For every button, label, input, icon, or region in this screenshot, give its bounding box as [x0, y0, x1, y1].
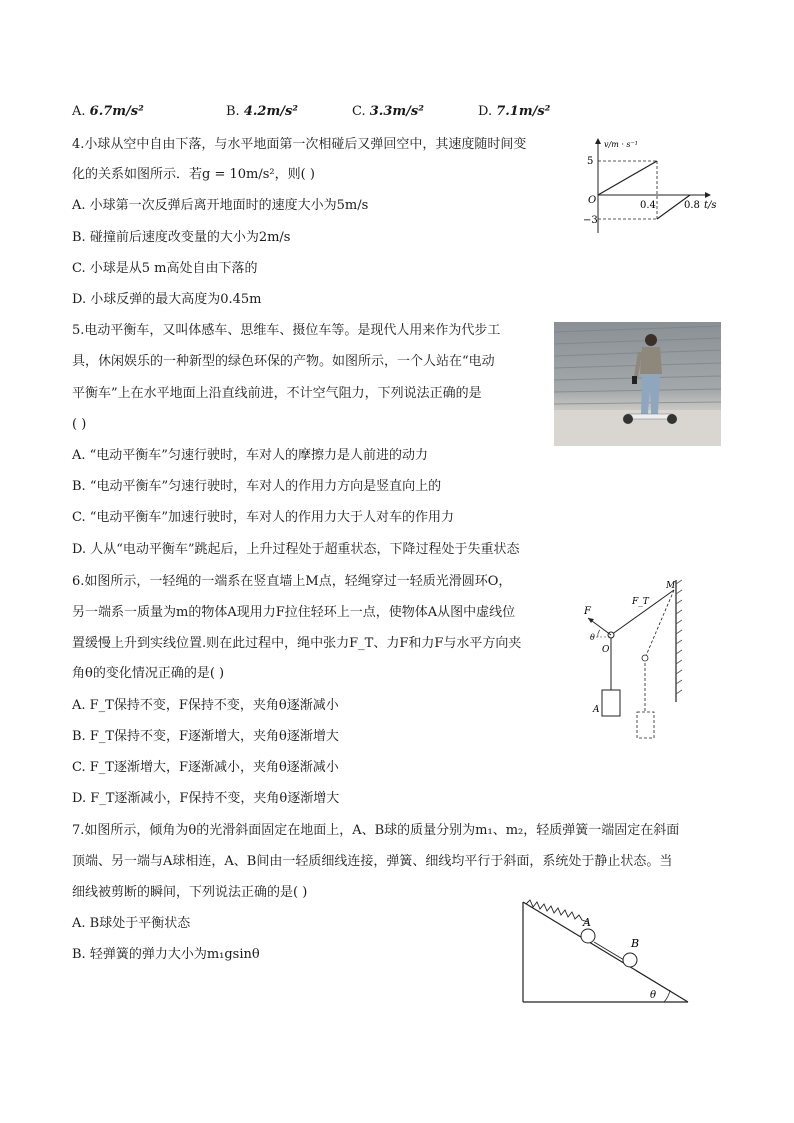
q6-rope-ring-figure [570, 580, 690, 745]
svg-text:A: A [593, 705, 600, 715]
svg-text:M: M [666, 581, 676, 591]
q5-stem-line4: ( ) [72, 417, 87, 432]
q7-stem-line1: 7.如图所示，倾角为θ的光滑斜面固定在地面上，A、B球的质量分别为m₁、m₂，轻质弹簧一端固定在斜面 [72, 823, 680, 838]
q4-stem-line1: 4.小球从空中自由下落，与水平地面第一次相碰后又弹回空中，其速度随时间变 [72, 137, 527, 152]
q5-option-a: A. “电动平衡车”匀速行驶时，车对人的摩擦力是人前进的动力 [72, 448, 428, 463]
svg-text:A: A [583, 916, 591, 929]
q3-option-b: B. 4.2m/s² [226, 104, 298, 119]
q7-stem-line2: 顶端、另一端与A球相连，A、B间由一轻质细线连接，弹簧、细线均平行于斜面，系统处于静止状态。当 [72, 854, 673, 869]
q6-stem-line1: 6.如图所示，一轻绳的一端系在竖直墙上M点，轻绳穿过一轻质光滑圆环O， [72, 574, 512, 589]
q5-option-c: C. “电动平衡车”加速行驶时，车对人的作用力大于人对车的作用力 [72, 510, 455, 525]
q6-option-a: A. F_T保持不变，F保持不变，夹角θ逐渐减小 [72, 698, 339, 713]
q6-option-b: B. F_T保持不变，F逐渐增大，夹角θ逐渐增大 [72, 729, 339, 744]
q4-graph-fall-line [598, 161, 657, 195]
svg-text:θ: θ [650, 990, 657, 1001]
q5-stem-line1: 5.电动平衡车，又叫体感车、思维车、摄位车等。是现代人用来作为代步工 [72, 323, 501, 338]
q4-option-b: B. 碰撞前后速度改变量的大小为2m/s [72, 230, 291, 245]
q4-stem-line2: 化的关系如图所示．若g = 10m/s²，则( ) [72, 167, 315, 182]
q5-stem-line2: 具，休闲娱乐的一种新型的绿色环保的产物。如图所示，一个人站在“电动 [72, 354, 495, 369]
q7-incline-figure [520, 898, 692, 1006]
svg-text:F: F [584, 606, 591, 617]
q6-stem-line4: 角θ的变化情况正确的是( ) [72, 666, 225, 681]
q3-option-d: D. 7.1m/s² [478, 104, 551, 119]
q7-ball-b [623, 953, 637, 967]
q4-graph-origin: O [588, 195, 597, 206]
svg-text:B: B [631, 937, 640, 950]
q7-ball-a [581, 929, 595, 943]
q5-option-d: D. 人从“电动平衡车”跳起后，上升过程处于超重状态，下降过程处于失重状态 [72, 542, 520, 557]
q4-option-a: A. 小球第一次反弹后离开地面时的速度大小为5m/s [72, 198, 369, 213]
q4-graph-x-label: t/s [704, 200, 717, 211]
q4-graph-y-label: v/m · s⁻¹ [604, 140, 638, 149]
q7-stem-line3: 细线被剪断的瞬间，下列说法正确的是( ) [72, 885, 308, 900]
q4-graph-tick-5: 5 [587, 156, 594, 167]
q6-stem-line2: 另一端系一质量为m的物体A现用力F拉住轻环上一点，使物体A从图中虚线位 [72, 605, 516, 620]
q7-option-b: B. 轻弹簧的弹力大小为m₁gsinθ [72, 947, 260, 962]
q3-option-a: A. 6.7m/s² [72, 104, 144, 119]
svg-text:O: O [602, 645, 610, 655]
q4-graph-tick-04: 0.4 [640, 200, 656, 211]
q5-balance-scooter-photo [554, 322, 721, 446]
q4-option-c: C. 小球是从5 m高处自由下落的 [72, 261, 258, 276]
q6-option-d: D. F_T逐渐减小，F保持不变，夹角θ逐渐增大 [72, 791, 340, 806]
q7-option-a: A. B球处于平衡状态 [72, 916, 191, 931]
svg-text:θ: θ [590, 633, 595, 642]
svg-text:F_T: F_T [632, 597, 649, 607]
q5-stem-line3: 平衡车”上在水平地面上沿直线前进，不计空气阻力，下列说法正确的是 [72, 386, 482, 401]
q6-option-c: C. F_T逐渐增大，F逐渐减小，夹角θ逐渐减小 [72, 760, 339, 775]
q4-option-d: D. 小球反弹的最大高度为0.45m [72, 292, 262, 307]
q5-option-b: B. “电动平衡车”匀速行驶时，车对人的作用力方向是竖直向上的 [72, 479, 442, 494]
q4-velocity-time-graph [580, 135, 730, 235]
q6-stem-line3: 置缓慢上升到实线位置.则在此过程中，绳中张力F_T、力F和力F与水平方向夹 [72, 636, 522, 651]
q4-graph-tick-neg3: −3 [583, 215, 598, 226]
q3-option-c: C. 3.3m/s² [352, 104, 424, 119]
q4-graph-tick-08: 0.8 [684, 200, 700, 211]
